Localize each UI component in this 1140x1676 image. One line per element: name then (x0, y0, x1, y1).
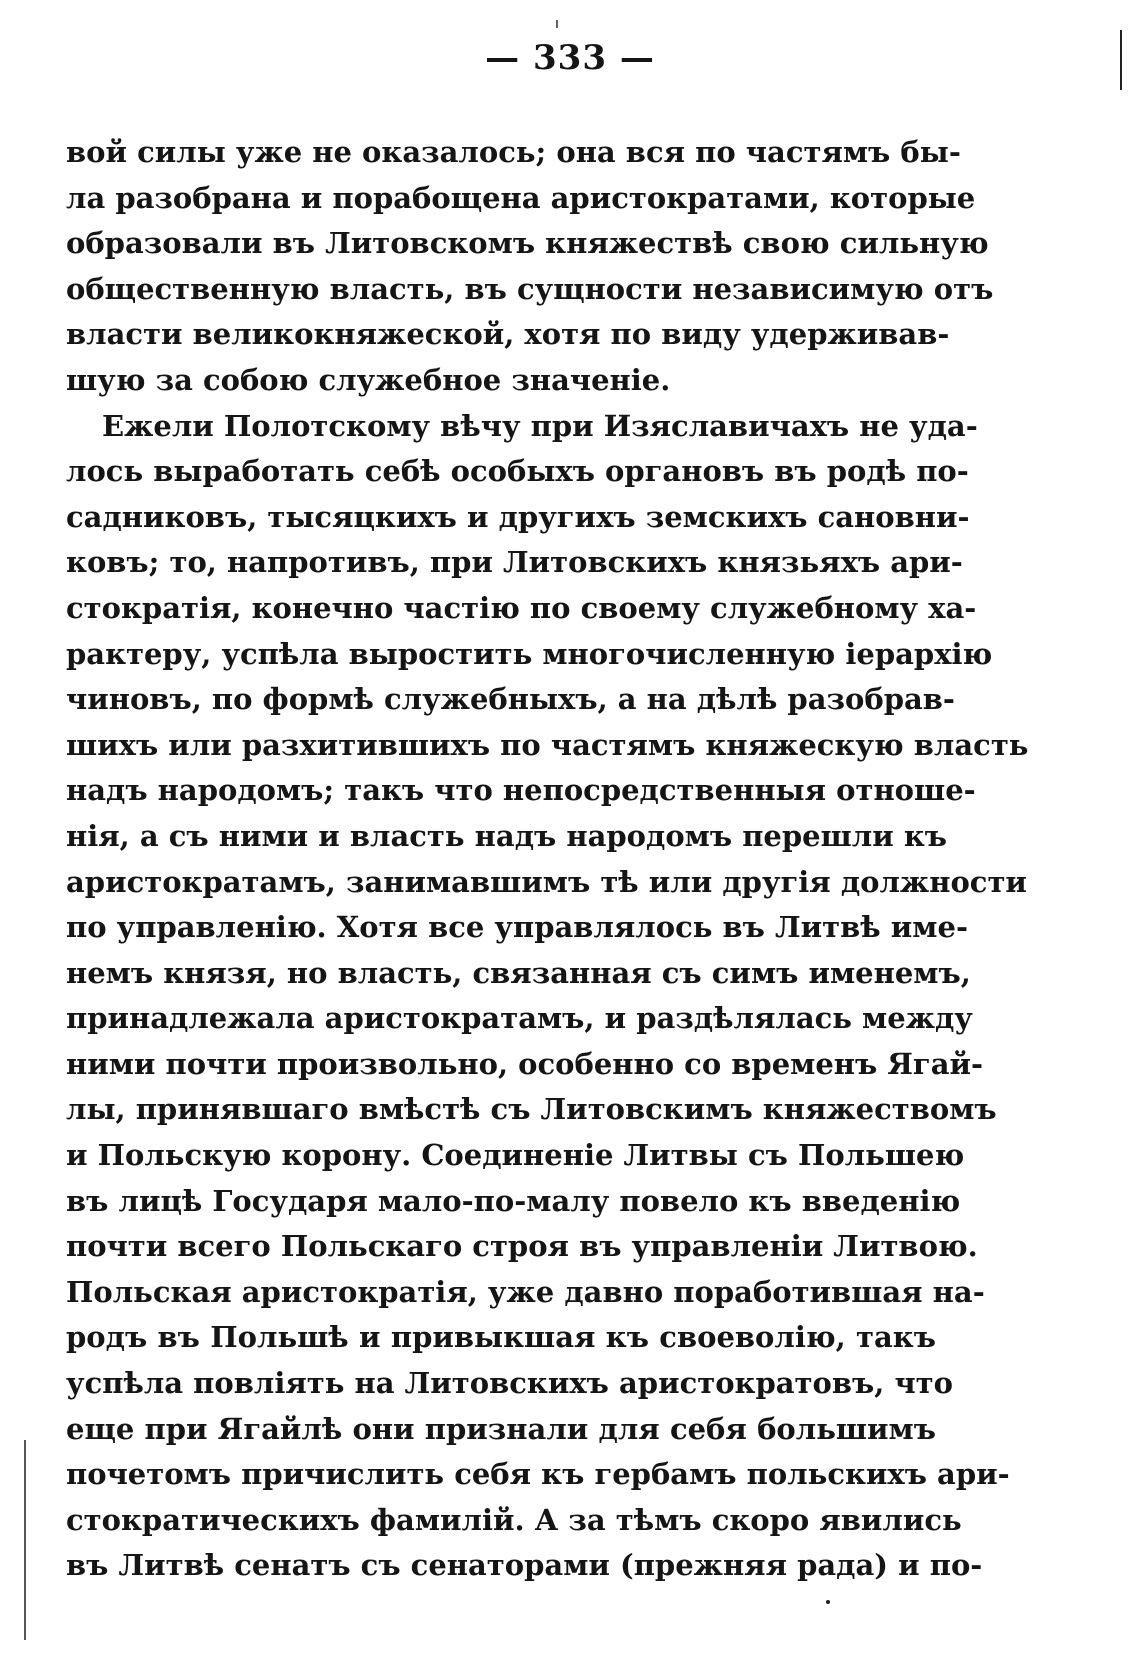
text-line: и Польскую корону. Соединенiе Литвы съ Польшею (66, 1138, 965, 1173)
text-line: власти великокняжеской, хотя по виду удерживав- (66, 317, 950, 352)
text-line: надъ народомъ; такъ что непосредственныя отноше- (66, 773, 976, 808)
text-line: почетомъ причислить себя къ гербамъ польскихъ ари- (66, 1457, 1010, 1492)
text-line: успѣла повлiять на Литовскихъ аристократовъ, что (66, 1366, 953, 1401)
text-line: родъ въ Польшѣ и привыкшая къ своеволiю, такъ (66, 1320, 936, 1355)
text-line: немъ князя, но власть, связанная съ симъ именемъ, (66, 955, 971, 990)
text-line: еще при Ягайлѣ они признали для себя большимъ (66, 1411, 936, 1446)
text-line: ковъ; то, напротивъ, при Литовскихъ князьяхъ ари- (66, 545, 963, 580)
text-line: чиновъ, по формѣ служебныхъ, а на дѣлѣ разобрав- (66, 682, 955, 717)
text-line: стократiя, конечно частiю по своему служебному ха- (66, 590, 977, 625)
text-line: шихъ или разхитившихъ по частямъ княжескую власть (66, 727, 1029, 762)
text-line: почти всего Польскаго строя въ управленiи Литвою. (66, 1229, 978, 1264)
text-line: ла разобрана и порабощена аристократами, которые (66, 180, 976, 215)
text-line: лось выработать себѣ особыхъ органовъ въ родѣ по- (66, 454, 969, 489)
text-line: въ лицѣ Государя мало-по-малу повело къ введенiю (66, 1183, 961, 1218)
scan-edge-mark (24, 1440, 26, 1640)
text-line: въ Литвѣ сенатъ съ сенаторами (прежняя рада) и по- (66, 1548, 983, 1583)
text-line: аристократамъ, занимавшимъ тѣ или другiя должности (66, 864, 1027, 899)
scan-edge-mark (1120, 30, 1122, 90)
scan-dot (826, 1600, 830, 1604)
text-line: рактеру, успѣла выростить многочисленную iерархiю (66, 636, 993, 671)
text-line: стократическихъ фамилiй. А за тѣмъ скоро явились (66, 1502, 962, 1537)
text-line: нiя, а съ ними и власть надъ народомъ перешли къ (66, 818, 948, 853)
text-line: ними почти произвольно, особенно со временъ Ягай- (66, 1046, 984, 1081)
text-line: лы, принявшаго вмѣстѣ съ Литовскимъ княжествомъ (66, 1092, 997, 1127)
text-line: садниковъ, тысяцкихъ и другихъ земскихъ сановни- (66, 499, 970, 534)
text-line: вой силы уже не оказалось; она вся по частямъ бы- (66, 135, 961, 169)
text-line: Польская аристократiя, уже давно поработившая на- (66, 1274, 985, 1309)
paragraph-start-line: Ежели Полотскому вѣчу при Изяславичахъ не уда- (102, 408, 978, 443)
scan-dot (556, 20, 558, 28)
text-line: по управленiю. Хотя все управлялось въ Литвѣ име- (66, 910, 968, 945)
text-line: общественную власть, въ сущности независимую отъ (66, 271, 994, 306)
text-line: принадлежала аристократамъ, и раздѣлялась между (66, 1001, 973, 1036)
body-text (66, 130, 1029, 1589)
page-number: — 333 — (485, 38, 655, 78)
text-line: образовали въ Литовскомъ княжествѣ свою сильную (66, 226, 989, 261)
text-line: шую за собою служебное значенiе. (66, 362, 671, 397)
